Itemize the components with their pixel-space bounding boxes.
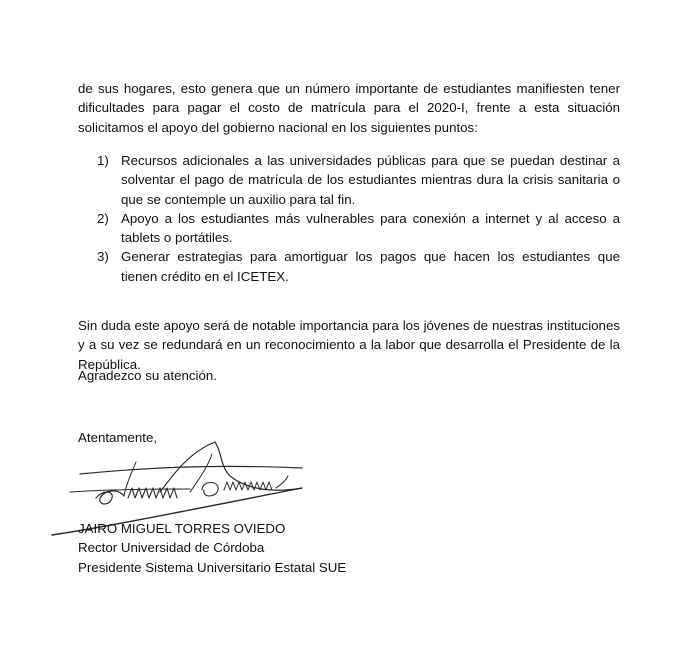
signer-name: JAIRO MIGUEL TORRES OVIEDO: [78, 521, 286, 536]
request-item: [78, 151, 620, 209]
request-item: [78, 247, 620, 286]
request-text: Apoyo a los estudiantes más vulnerables para conexión a internet y al acceso a tablets o portátiles.: [121, 210, 620, 246]
request-number: 3): [97, 249, 109, 265]
request-text: Generar estrategias para amortiguar los pagos que hacen los estudiantes que tienen crédito en el ICETEX.: [121, 249, 620, 284]
closing-paragraph: Sin duda este apoyo será de notable importancia para los jóvenes de nuestras instituciones y a su vez se redundará en un reconocimiento a la labor que desarrolla el Presidente de la República.: [78, 318, 620, 372]
thanks-line: Agradezco su atención.: [78, 368, 217, 383]
intro-paragraph: de sus hogares, esto genera que un número importante de estudiantes manifiesten tener dificultades para pagar el costo de matrícula para el 2020-I, frente a esta situación solicitamos el apoyo del gobierno nacional en los siguientes puntos:: [78, 81, 620, 135]
request-list: [78, 151, 620, 286]
signer-title-rector: Rector Universidad de Córdoba: [78, 540, 265, 556]
request-number: 2): [97, 210, 109, 226]
signer-title-president: Presidente Sistema Universitario Estatal SUE: [78, 559, 347, 575]
regards-line: Atentamente,: [78, 430, 158, 445]
request-number: 1): [97, 153, 109, 168]
signer-block: [78, 519, 346, 577]
request-item: [78, 209, 620, 248]
request-text: Recursos adicionales a las universidades públicas para que se puedan destinar a solventar el pago de matrícula de los estudiantes mientras dura la crisis sanitaria o que se contemple un auxilio para tal fin.: [121, 153, 620, 207]
